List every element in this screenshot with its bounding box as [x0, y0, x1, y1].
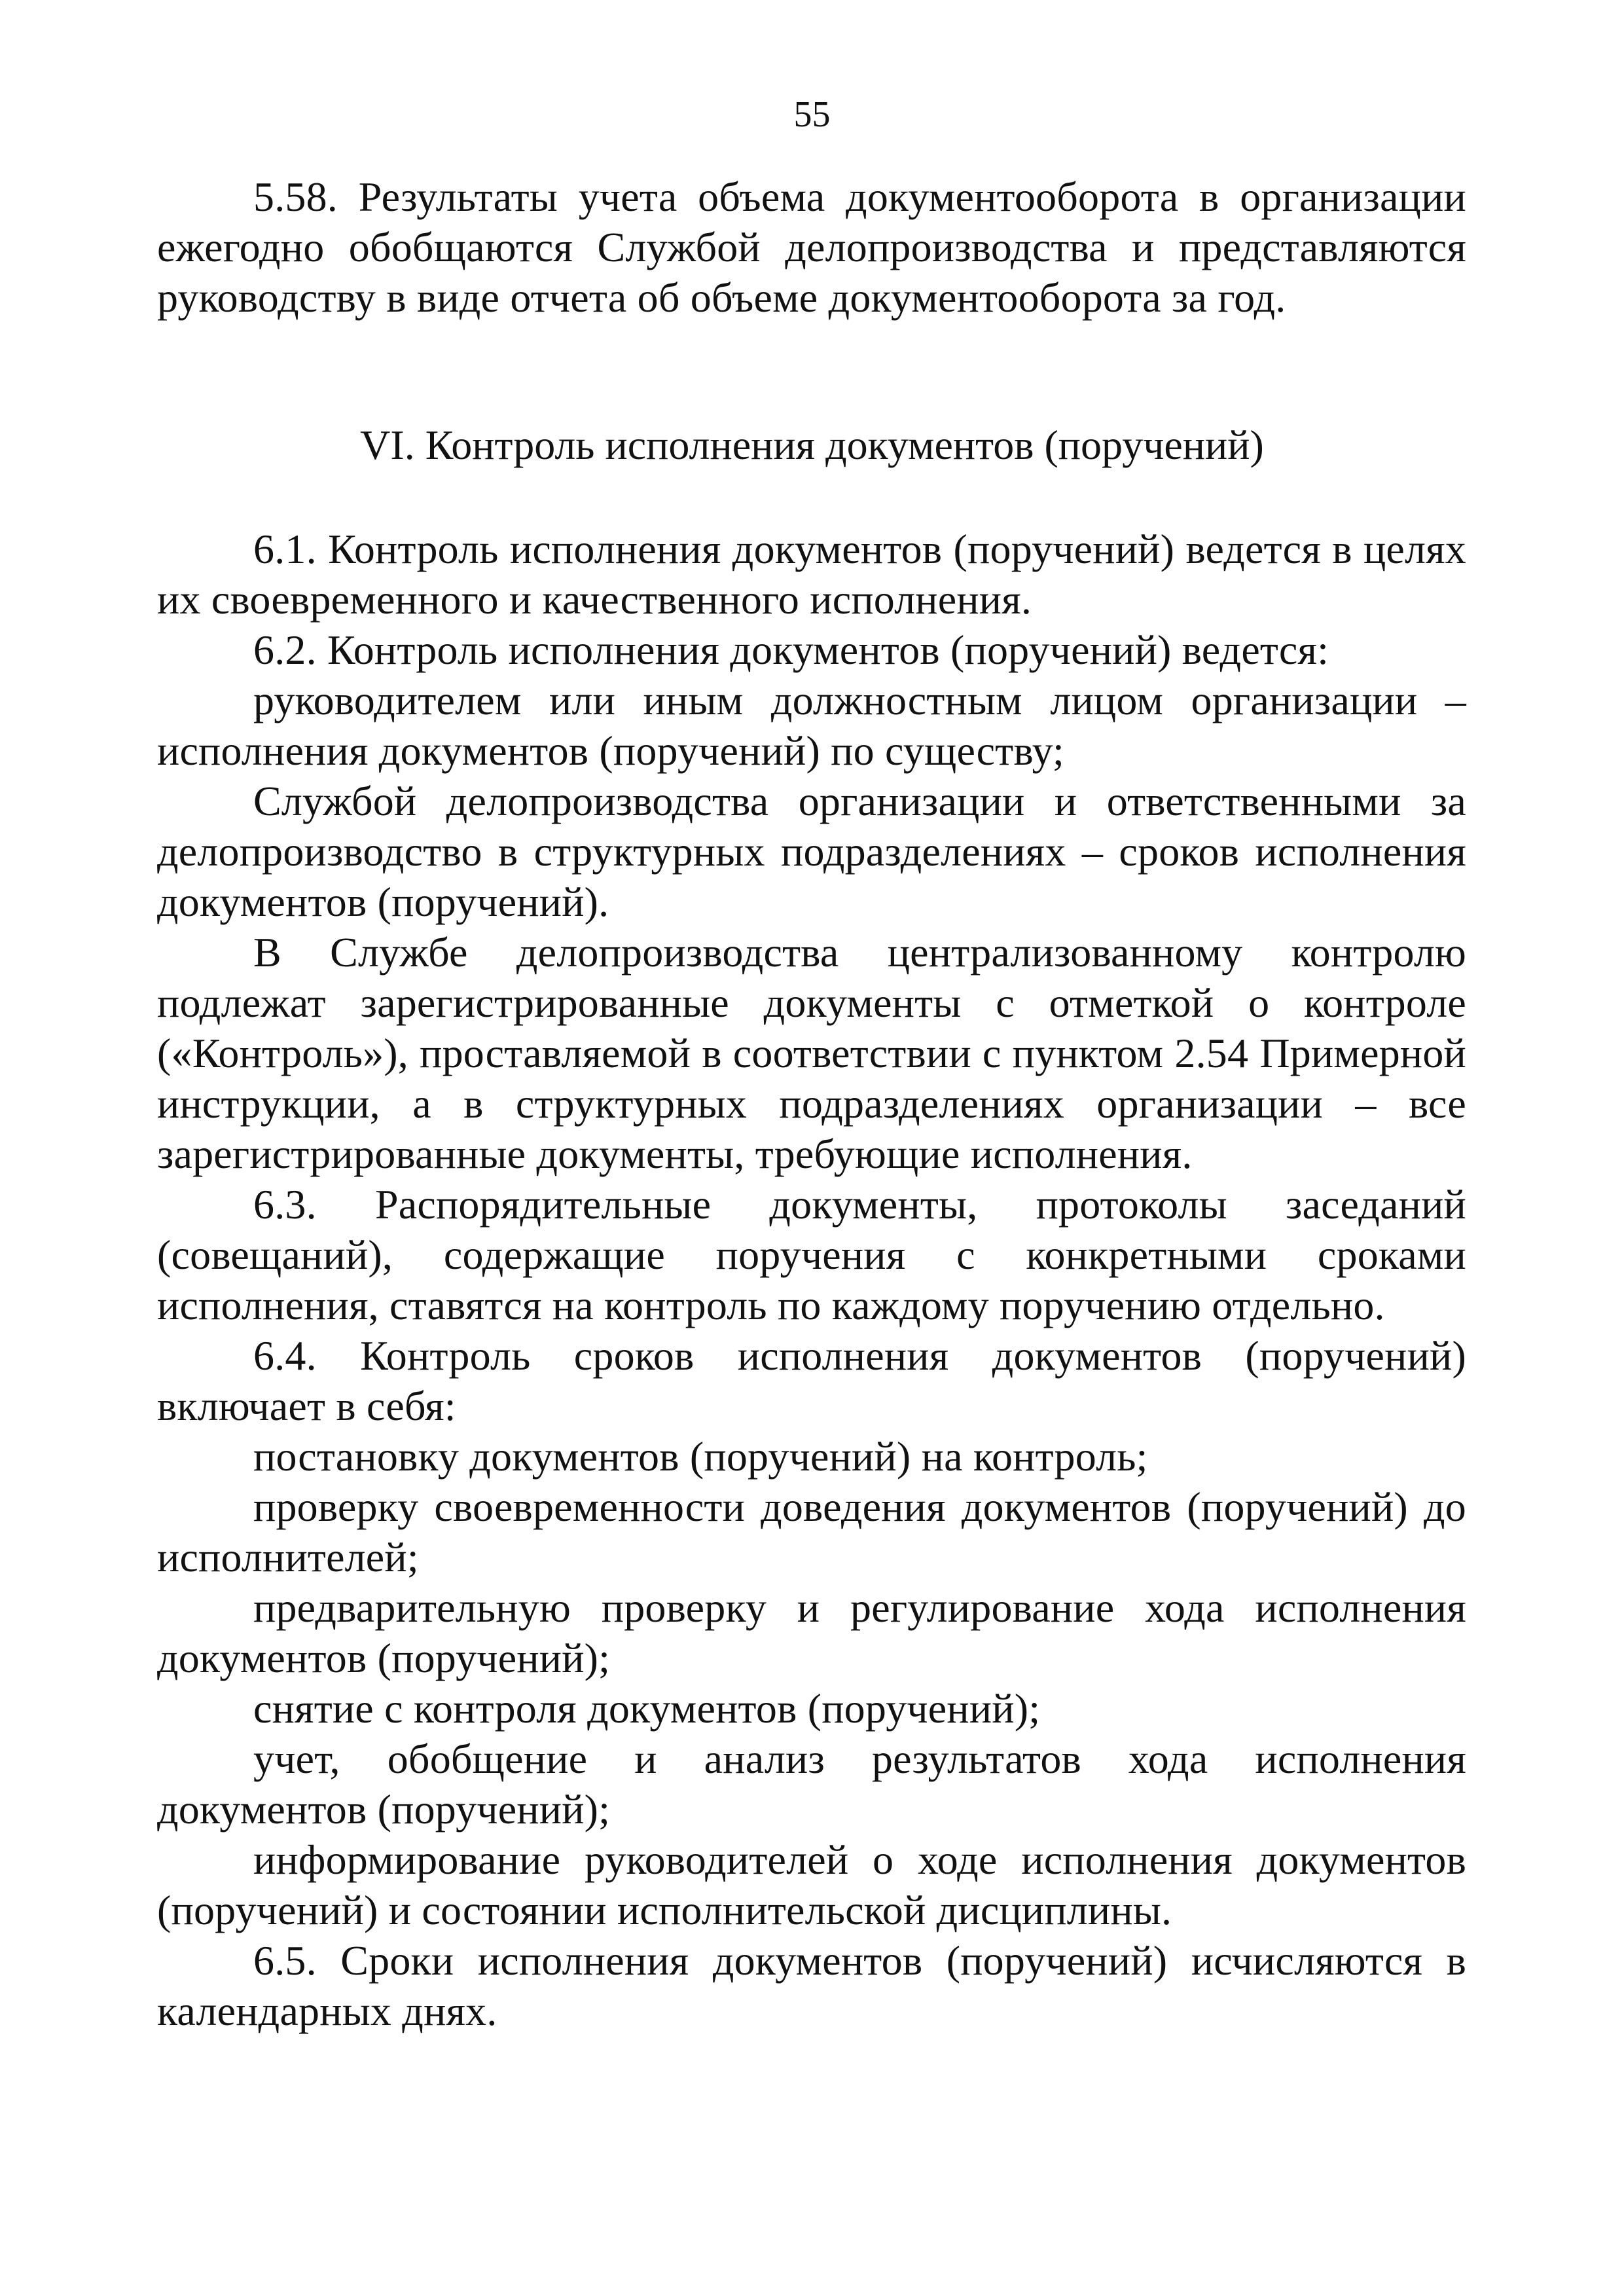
- paragraph-block-5-58: [157, 172, 1466, 323]
- paragraph-6-5: 6.5. Сроки исполнения документов (поручений) исчисляются в календарных днях.: [157, 1937, 1466, 2034]
- list-item-preliminary-check: предварительную проверку и регулирование хода исполнения документов (поручений);: [157, 1584, 1466, 1681]
- paragraph-6-1: 6.1. Контроль исполнения документов (поручений) ведется в целях их своевременного и качественного исполнения.: [157, 526, 1466, 623]
- paragraph-5-58: 5.58. Результаты учета объема документооборота в организации ежегодно обобщаются Службой делопроизводства и представляются руководству в виде отчета об объеме документооборота за год.: [157, 173, 1466, 321]
- paragraph-6-2-centralized: В Службе делопроизводства централизованному контролю подлежат зарегистрированные документы с отметкой о контроле («Контроль»), проставляемой в соответствии с пунктом 2.54 Примерной инструкции, а в структурных подразделениях организации – все зарегистрированные документы, требующие исполнения.: [157, 929, 1466, 1177]
- paragraph-6-4: 6.4. Контроль сроков исполнения документов (поручений) включает в себя:: [157, 1332, 1466, 1429]
- list-item-informing: информирование руководителей о ходе исполнения документов (поручений) и состоянии исполнительской дисциплины.: [157, 1836, 1466, 1933]
- section-heading: VI. Контроль исполнения документов (поручений): [360, 422, 1264, 468]
- paragraph-6-3: 6.3. Распорядительные документы, протоколы заседаний (совещаний), содержащие поручения с конкретными сроками исполнения, ставятся на контроль по каждому поручению отдельно.: [157, 1181, 1466, 1328]
- paragraph-block-section-6: [157, 524, 1466, 2036]
- page-number: 55: [793, 94, 831, 135]
- list-item-registration: постановку документов (поручений) на контроль;: [253, 1433, 1148, 1480]
- paragraph-6-2-manager: руководителем или иным должностным лицом организации – исполнения документов (поручений) по существу;: [157, 677, 1466, 774]
- paragraph-6-2-service: Службой делопроизводства организации и ответственными за делопроизводство в структурных подразделениях – сроков исполнения документов (поручений).: [157, 778, 1466, 925]
- list-item-removal: снятие с контроля документов (поручений);: [253, 1685, 1041, 1732]
- list-item-timeliness-check: проверку своевременности доведения документов (поручений) до исполнителей;: [157, 1484, 1466, 1580]
- list-item-analysis: учет, обобщение и анализ результатов хода исполнения документов (поручений);: [157, 1736, 1466, 1832]
- paragraph-6-2: 6.2. Контроль исполнения документов (поручений) ведется:: [253, 627, 1329, 673]
